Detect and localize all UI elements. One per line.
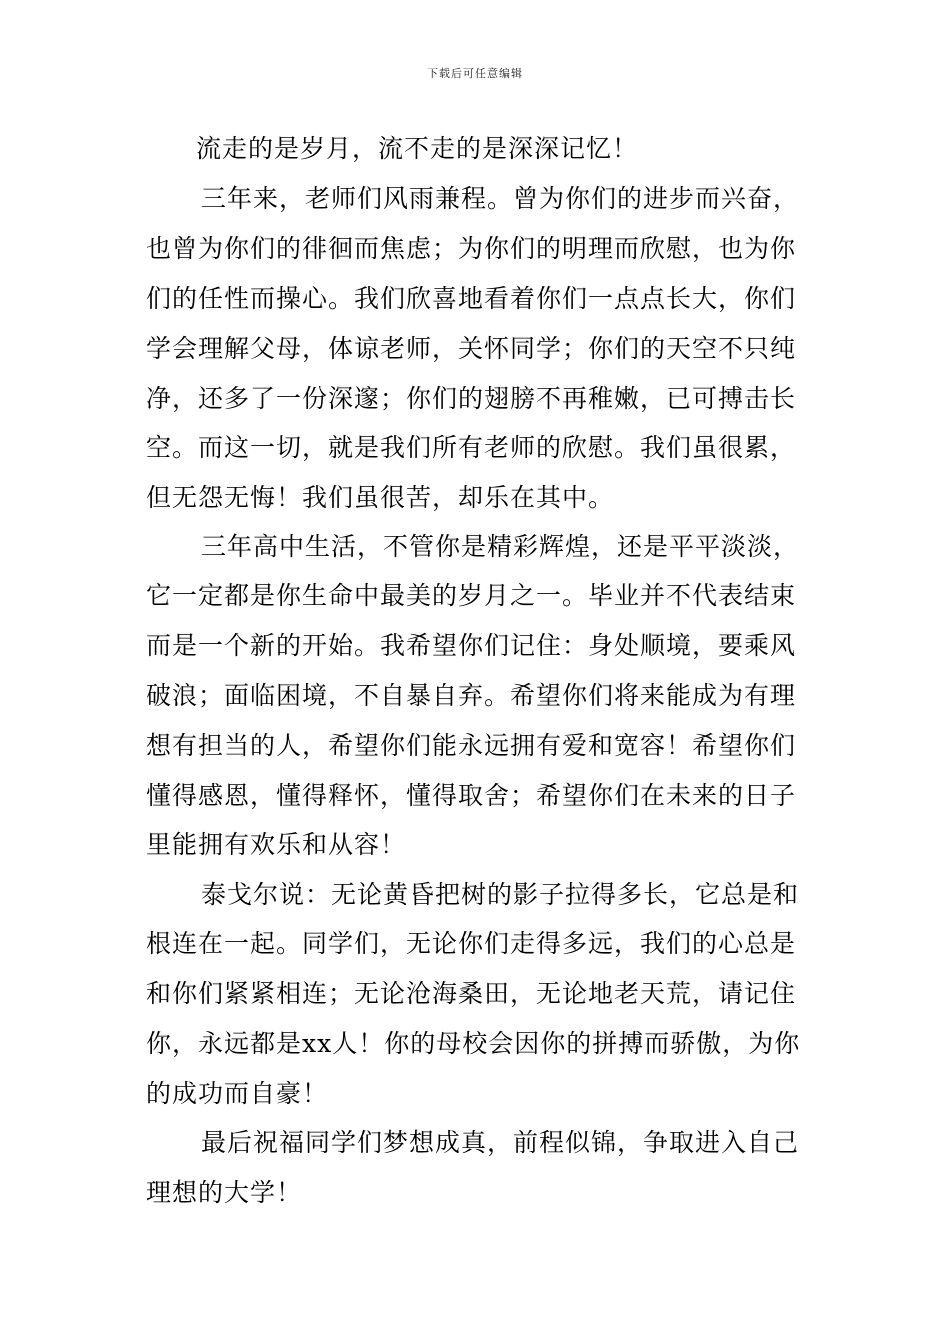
text-line: 而是一个新的开始。我希望你们记住：身处顺境，要乘风: [146, 631, 797, 660]
text-line: 它一定都是你生命中最美的岁月之一。毕业并不代表结束: [146, 581, 797, 610]
text-line: 的成功而自豪！: [146, 1079, 329, 1108]
text-line: 空。而这一切，就是我们所有老师的欣慰。我们虽很累，: [146, 433, 797, 462]
text-line: 们的任性而操心。我们欣喜地看着你们一点点长大，你们: [146, 284, 797, 313]
text-line: 想有担当的人，希望你们能永远拥有爱和宽容！希望你们: [146, 731, 797, 760]
text-line: 泰戈尔说：无论黄昏把树的影子拉得多长，它总是和: [201, 880, 800, 909]
text-line: 根连在一起。同学们，无论你们走得多远，我们的心总是: [146, 929, 797, 958]
text-line: 懂得感恩，懂得释怀，懂得取舍；希望你们在未来的日子: [146, 781, 797, 810]
text-line: 净，还多了一份深邃；你们的翅膀不再稚嫩，已可搏击长: [146, 384, 797, 413]
text-line: 最后祝福同学们梦想成真，前程似锦，争取进入自己: [201, 1128, 800, 1157]
text-line: 但无怨无悔！我们虽很苦，却乐在其中。: [146, 483, 615, 512]
header-note: 下载后可任意编辑: [427, 67, 523, 80]
text-line: 里能拥有欢乐和从容！: [146, 830, 407, 859]
text-line: 三年来，老师们风雨兼程。曾为你们的进步而兴奋，: [201, 184, 800, 213]
text-line: 破浪；面临困境，不自暴自弃。希望你们将来能成为有理: [146, 681, 797, 710]
text-line: 理想的大学！: [146, 1178, 303, 1207]
text-line: 流走的是岁月，流不走的是深深记忆！: [196, 134, 639, 163]
text-line: 学会理解父母，体谅老师，关怀同学；你们的天空不只纯: [146, 334, 797, 363]
text-line: 和你们紧紧相连；无论沧海桑田，无论地老天荒，请记住: [146, 979, 797, 1008]
text-line: 三年高中生活，不管你是精彩辉煌，还是平平淡淡，: [201, 532, 800, 561]
text-line: 也曾为你们的徘徊而焦虑；为你们的明理而欣慰，也为你: [146, 234, 797, 263]
text-line: 你，永远都是xx人！你的母校会因你的拼搏而骄傲，为你: [146, 1029, 801, 1058]
